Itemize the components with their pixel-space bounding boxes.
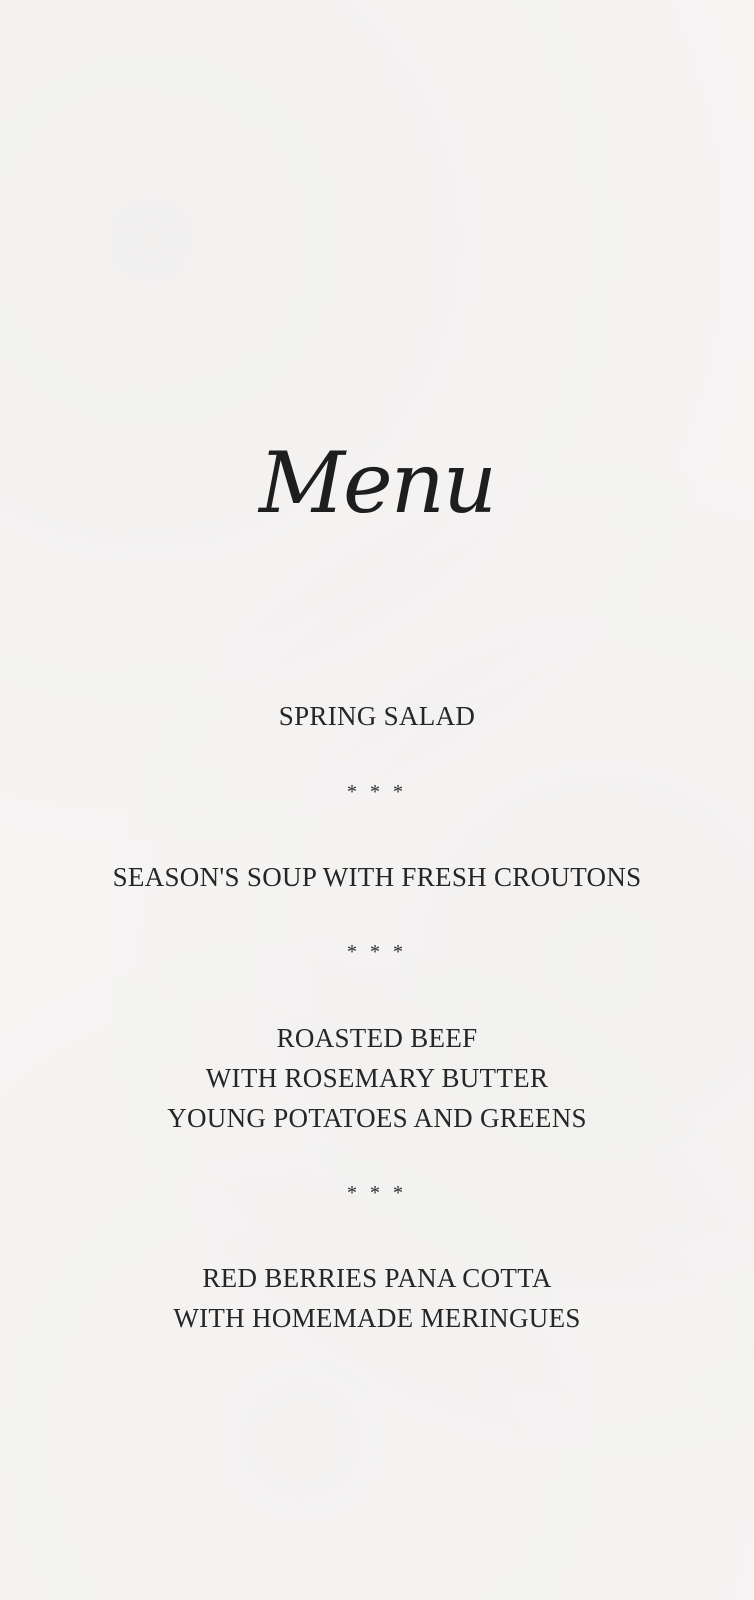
course-line: WITH HOMEMADE MERINGUES [173, 1303, 581, 1333]
course-line: SPRING SALAD [278, 701, 476, 731]
course-separator: * * * [347, 941, 407, 963]
course-main [0, 1018, 754, 1138]
course-dessert [0, 1258, 754, 1338]
course-separator: * * * [347, 781, 407, 803]
course-line: WITH ROSEMARY BUTTER [205, 1063, 549, 1093]
course-line: YOUNG POTATOES AND GREENS [167, 1103, 587, 1133]
course-line: ROASTED BEEF [276, 1023, 478, 1053]
course-line: RED BERRIES PANA COTTA [202, 1263, 552, 1293]
course-spring-salad [0, 696, 754, 736]
course-soup [0, 857, 754, 897]
course-line: SEASON'S SOUP WITH FRESH CROUTONS [112, 862, 642, 892]
menu-title: Menu [259, 434, 495, 532]
course-separator: * * * [347, 1182, 407, 1204]
